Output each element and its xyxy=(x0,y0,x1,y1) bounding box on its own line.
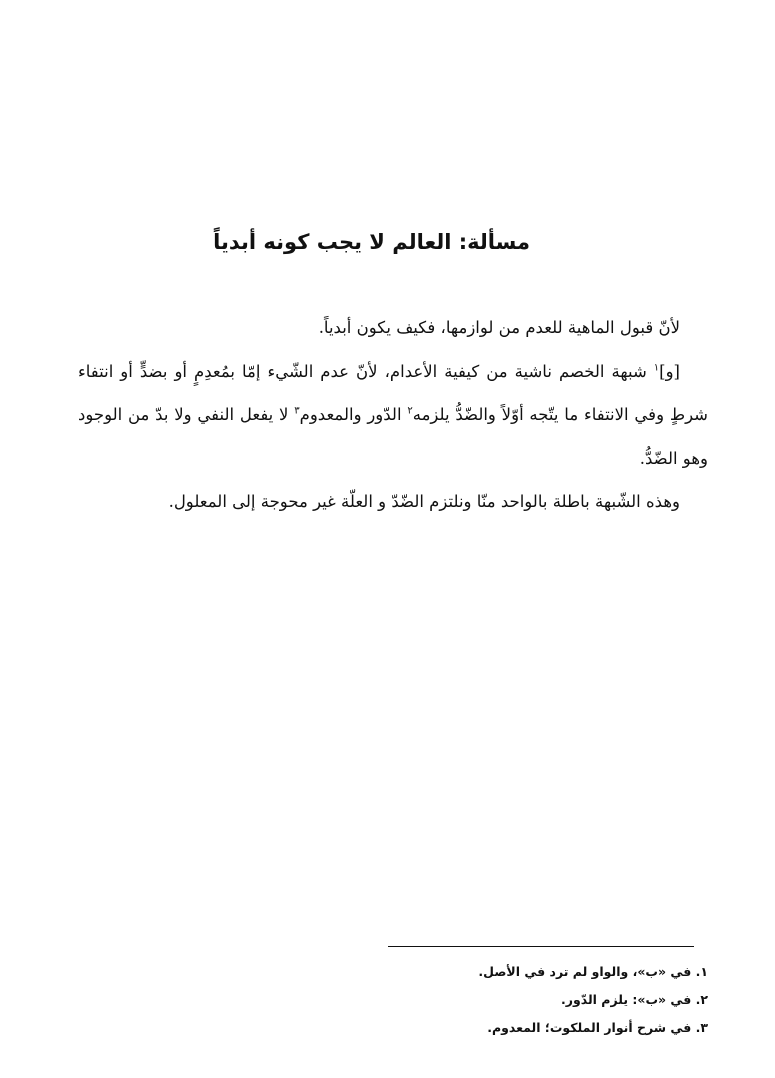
footnote-2: ٢. في «ب»: يلزم الدّور. xyxy=(561,992,708,1007)
paragraph-3: وهذه الشّبهة باطلة بالواحد منّا ونلتزم الضّدّ و العلّة غير محوجة إلى المعلول. xyxy=(168,492,680,511)
footnote-ref-1: ١ xyxy=(653,362,660,373)
footnote-divider xyxy=(388,946,694,947)
footnote-3: ٣. في شرح أنوار الملكوت؛ المعدوم. xyxy=(487,1020,708,1035)
section-heading: مسألة: العالم لا يجب كونه أبدياً xyxy=(213,230,530,254)
bracket-prefix: [و] xyxy=(659,361,680,381)
paragraph-2-text-c: لا يفعل النفي ولا بدّ من الوجود وهو الضّدُّ. xyxy=(78,405,708,468)
footnotes xyxy=(300,958,708,1042)
footnote-1: ١. في «ب»، والواو لم ترد في الأصل. xyxy=(478,964,708,979)
paragraph-2-text-b: الدّور والمعدوم xyxy=(299,405,408,424)
footnote-ref-3: ٣ xyxy=(294,405,300,417)
footnote-ref-2: ٢ xyxy=(407,405,413,417)
paragraph-1: لأنّ قبول الماهية للعدم من لوازمها، فكيف يكون أبدياً. xyxy=(318,318,680,337)
main-text xyxy=(78,306,708,524)
paragraph-2 xyxy=(78,350,708,481)
paragraph-2-text-a: شبهة الخصم ناشية من كيفية الأعدام، لأنّ عدم الشّيء إمّا بمُعدِمٍ أو بضدٍّ أو انتفاء شرطٍ وفي الانتفاء ما يتّجه أوّلاً والضّدُّ يلزمه xyxy=(78,361,709,424)
